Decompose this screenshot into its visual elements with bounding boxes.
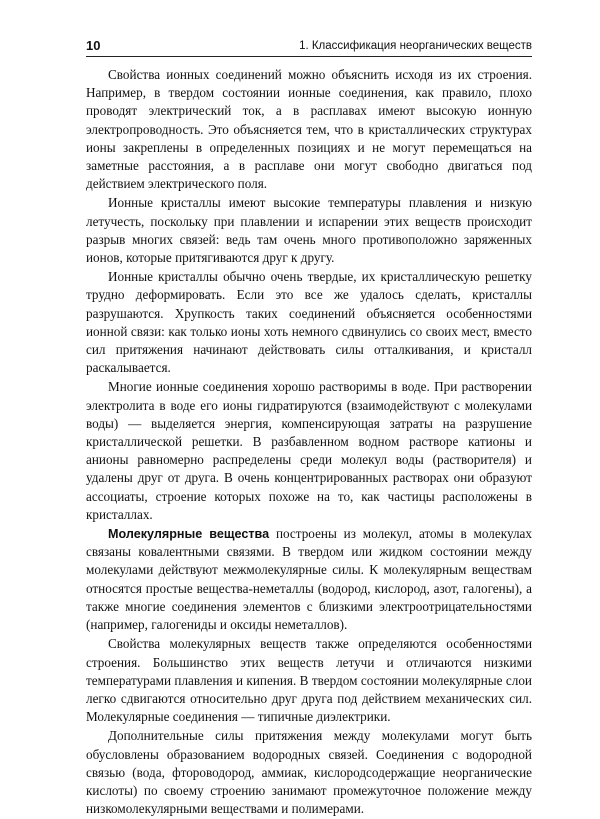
- page-number: 10: [86, 38, 101, 53]
- paragraph: [86, 525, 532, 634]
- paragraph: Многие ионные соединения хорошо растворимы в воде. При растворении электролита в воде его ионы гидратируются (взаимодействуют с молекулами воды) — выделяется энергия, компенсирующая затраты на разрушение кристаллической решетки. В разбавленном водном растворе катионы и анионы равномерно распределены среди молекул воды (растворителя) и удалены друг от друга. В очень концентрированных растворах они образуют ассоциаты, строение которых похоже на то, как частицы расположены в кристаллах.: [86, 379, 532, 522]
- paragraph: Ионные кристаллы обычно очень твердые, их кристаллическую решетку трудно деформировать. Если это все же удалось сделать, кристаллы разрушаются. Хрупкость таких соединений объясняется особенностями ионной связи: как только ионы хоть немного сдвинулись со своих мест, вместо сил притяжения начинают действовать силы отталкивания, и кристалл раскалывается.: [86, 269, 532, 376]
- bold-term: Молекулярные вещества: [108, 527, 270, 542]
- paragraph: Свойства молекулярных веществ также определяются особенностями строения. Большинство этих веществ летучи и отличаются низкими температурами плавления и кипения. В твердом состоянии молекулярные слои легко сдвигаются относительно друг друга под действием механических сил. Молекулярные соединения — типичные диэлектрики.: [86, 636, 532, 725]
- page-header: [86, 38, 532, 57]
- running-title: 1. Классификация неорганических веществ: [299, 40, 532, 52]
- paragraph: Ионные кристаллы имеют высокие температуры плавления и низкую летучесть, поскольку при плавлении и испарении этих веществ происходит разрыв многих связей: ведь там очень много противоположно заряженных ионов, которые притягиваются друг к другу.: [86, 195, 532, 266]
- paragraph: Дополнительные силы притяжения между молекулами могут быть обусловлены образованием водородных связей. Соединения с водородной связью (вода, фтороводород, аммиак, кислородсодержащие неорганические кислоты) по своему строению занимают промежуточное положение между низкомолекулярными веществами и полимерами.: [86, 728, 532, 817]
- paragraph-text: построены из молекул, атомы в молекулах связаны ковалентными связями. В твердом или жидком состоянии между молекулами действуют межмолекулярные силы. К молекулярным веществам относятся простые вещества-неметаллы (водород, кислород, азот, галогены), а также многие соединения элементов с близкими электроотрицательностями (например, галогениды и оксиды неметаллов).: [86, 526, 532, 633]
- page-body: [86, 66, 532, 819]
- paragraph: Свойства ионных соединений можно объяснить исходя из их строения. Например, в твердом состоянии ионные соединения, как правило, плохо проводят электрический ток, а в расплавах имеют высокую ионную электропроводность. Это объясняется тем, что в кристаллических структурах ионы закреплены в определенных позициях и не могут перемещаться на заметные расстояния, а в расплаве они могут свободно двигаться под действием электрического поля.: [86, 67, 532, 192]
